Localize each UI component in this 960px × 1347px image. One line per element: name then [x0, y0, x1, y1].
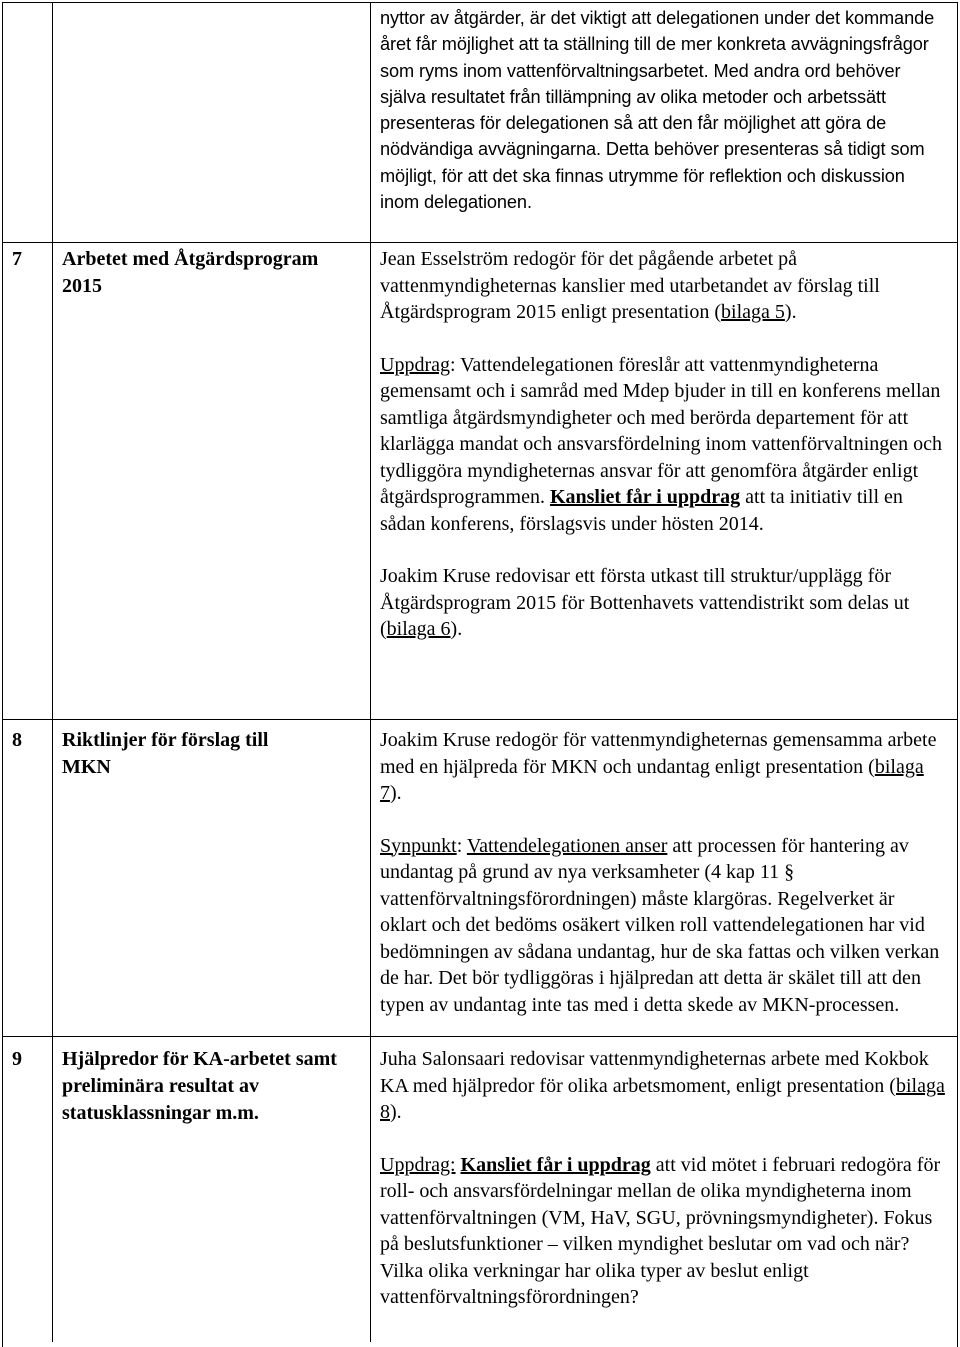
text: Jean Esselström redogör för det pågående arbetet på vattenmyndigheternas kanslier med utarbetandet av förslag till Åtgärdsprogram 2015 enligt presentation ( [380, 248, 880, 323]
paragraph-kruse-utkast [380, 563, 945, 643]
column-divider-content [370, 2, 371, 1342]
text: ). [784, 301, 797, 323]
text: ). [450, 618, 463, 640]
row-divider-8 [2, 719, 958, 720]
text: : Vattendelegationen föreslår att vattenmyndigheterna gemensamt och i samråd med Mdep bjuder in till en konferens mellan samtliga åtgärdsmyndigheter och med berörda departement för att klarlägga mandat och ansvarsfördelning inom vattenförvaltningen och tydliggöra myndigheternas ansvar för att genomföra åtgärder enligt åtgärdsprogrammen. [380, 353, 943, 508]
section-8-content [380, 727, 945, 1018]
paragraph-carryover: nyttor av åtgärder, är det viktigt att delegationen under det kommande året får möjlighet att ta ställning till de mer konkreta avvägningsfrågor som ryms inom vattenförvaltningsarbetet. Med andra ord behöver själva resultatet från tillämpning av olika metoder och arbetssätt presenteras för delegationen så att den får möjlighet att göra de nödvändiga avvägningarna. Detta behöver presenteras så tidigt som möjligt, för att det ska finnas utrymme för reflektion och diskussion inom delegationen. [380, 8, 935, 213]
section-number-7: 7 [12, 248, 22, 270]
text: : [456, 834, 467, 857]
text: Joakim Kruse redovisar ett första utkast till struktur/upplägg för Åtgärdsprogram 2015 för Bottenhavets vattendistrikt som delas ut ( [380, 565, 910, 640]
kansliet-uppdrag-2: Kansliet får i uppdrag [460, 1153, 651, 1176]
vattendelegationen-anser: Vattendelegationen anser [466, 834, 668, 857]
kansliet-uppdrag: Kansliet får i uppdrag [549, 486, 741, 508]
text: Joakim Kruse redogör för vattenmyndigheternas gemensamma arbete med en hjälpreda för MKN och undantag enligt presentation ( [380, 729, 937, 778]
paragraph-synpunkt [380, 833, 945, 1019]
paragraph-uppdrag-konferens [380, 352, 945, 538]
paragraph-salonsaari [380, 1046, 945, 1126]
text: ). [390, 1101, 402, 1123]
synpunkt-label: Synpunkt [380, 834, 457, 857]
paragraph-kruse-mkn [380, 727, 945, 807]
attachment-link-bilaga-8[interactable]: bilaga 8 [380, 1074, 945, 1123]
section-number-9: 9 [12, 1048, 22, 1070]
uppdrag-label: Uppdrag [380, 353, 450, 376]
column-divider-num [52, 2, 53, 1342]
text: ). [390, 782, 402, 804]
section-title-9: Hjälpredor för KA-arbetet samt preliminära resultat av statusklassningar m.m. [62, 1048, 337, 1124]
row-divider-9 [2, 1036, 958, 1037]
section-number-8: 8 [12, 729, 22, 751]
text: Juha Salonsaari redovisar vattenmyndigheternas arbete med Kokbok KA med hjälpredor för olika arbetsmoment, enligt presentation ( [380, 1048, 929, 1097]
paragraph-esselstrom [380, 246, 945, 326]
section-title-7: Arbetet med Åtgärdsprogram 2015 [62, 248, 319, 297]
paragraph-uppdrag-roller [380, 1152, 945, 1311]
section-title-8: Riktlinjer för förslag till MKN [62, 729, 269, 778]
attachment-link-bilaga-7[interactable]: bilaga 7 [380, 755, 924, 804]
attachment-link-bilaga-6[interactable]: bilaga 6 [386, 618, 451, 640]
attachment-link-bilaga-5[interactable]: bilaga 5 [721, 301, 785, 323]
text: att vid mötet i februari redogöra för roll- och ansvarsfördelningar mellan de olika myndigheterna inom vattenförvaltningen (VM, HaV, SGU, prövningsmyndigheter). Fokus på beslutsfunktioner – vilken myndighet beslutar om vad och när? Vilka olika verkningar har olika typer av beslut enligt vattenförvaltningsförordningen? [380, 1153, 941, 1308]
section-7-content [380, 246, 945, 643]
uppdrag-label-2: Uppdrag: [380, 1153, 456, 1176]
section-9-content [380, 1046, 945, 1311]
text: att processen för hantering av undantag på grund av nya verksamheter (4 kap 11 § vattenförvaltningsförordningen) måste klargöras. Regelverket är oklart och det bedöms osäkert vilken roll vattendelegationen har vid bedömningen av sådana undantag, hur de ska fattas och vilken verkan de har. Det bör tydliggöras i hjälpredan att detta är skälet till att den typen av undantag inte tas med i detta skede av MKN-processen. [380, 834, 940, 1016]
text: att ta initiativ till en sådan konferens, förslagsvis under hösten 2014. [380, 486, 903, 535]
continued-paragraph [380, 5, 945, 215]
row-divider-7 [2, 242, 958, 243]
